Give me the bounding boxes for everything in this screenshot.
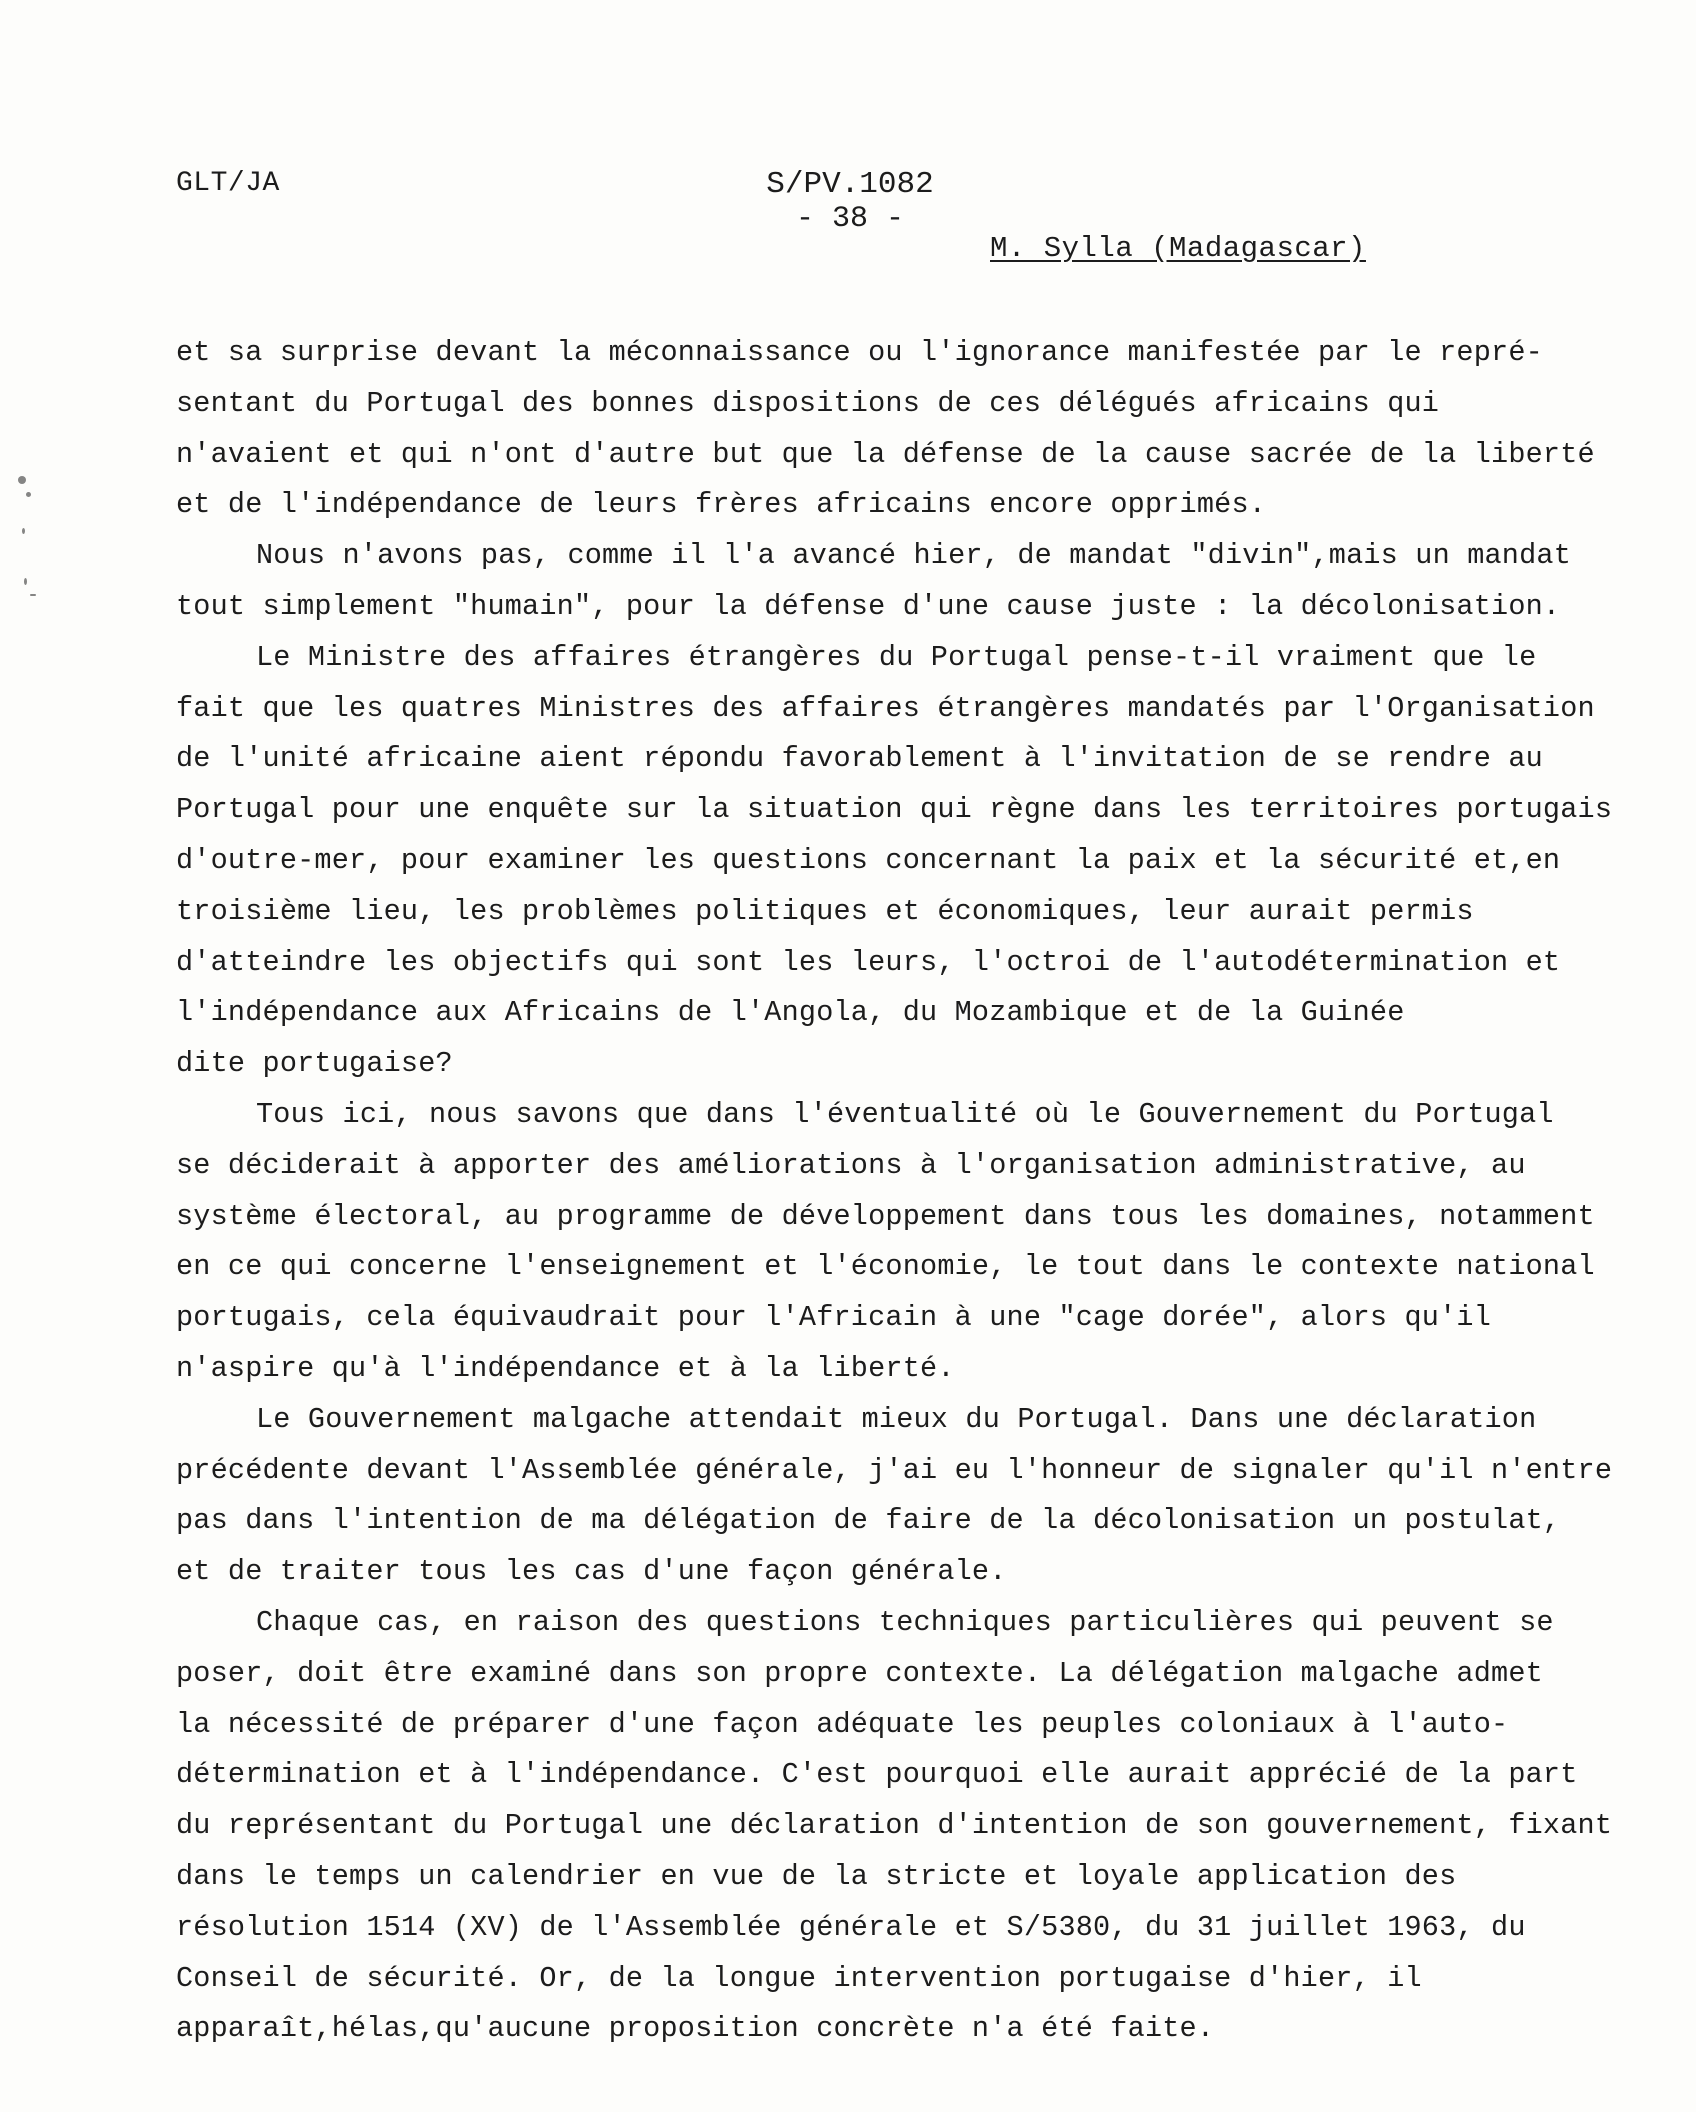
- text-line: système électoral, au programme de développement dans tous les domaines, notamment: [176, 1199, 1595, 1233]
- text-line: tout simplement "humain", pour la défense d'une cause juste : la décolonisation.: [176, 589, 1561, 623]
- scan-speck: [24, 578, 27, 585]
- text-line: en ce qui concerne l'enseignement et l'économie, le tout dans le contexte national: [176, 1250, 1595, 1284]
- document-header-center: [700, 168, 1000, 236]
- text-line: sentant du Portugal des bonnes dispositions de ces délégués africains qui: [176, 386, 1440, 420]
- text-line: de l'unité africaine aient répondu favorablement à l'invitation de se rendre au: [176, 742, 1543, 776]
- text-line: et de l'indépendance de leurs frères africains encore opprimés.: [176, 488, 1267, 522]
- scan-speck: [18, 476, 26, 484]
- text-line: Portugal pour une enquête sur la situation qui règne dans les territoires portugais: [176, 793, 1613, 827]
- text-line: Le Ministre des affaires étrangères du Portugal pense-t-il vraiment que le: [256, 640, 1537, 674]
- text-line: fait que les quatres Ministres des affaires étrangères mandatés par l'Organisation: [176, 691, 1595, 725]
- text-line: dite portugaise?: [176, 1047, 453, 1081]
- scan-speck: [26, 492, 31, 497]
- text-line: se déciderait à apporter des améliorations à l'organisation administrative, au: [176, 1148, 1526, 1182]
- document-reference: GLT/JA: [176, 168, 280, 199]
- text-line: Conseil de sécurité. Or, de la longue intervention portugaise d'hier, il: [176, 1961, 1422, 1995]
- text-line: la nécessité de préparer d'une façon adéquate les peuples coloniaux à l'auto-: [176, 1707, 1509, 1741]
- scan-speck: [22, 528, 25, 534]
- text-line: dans le temps un calendrier en vue de la stricte et loyale application des: [176, 1859, 1457, 1893]
- text-line: Nous n'avons pas, comme il l'a avancé hier, de mandat "divin",mais un mandat: [256, 539, 1572, 573]
- text-line: portugais, cela équivaudrait pour l'Africain à une "cage dorée", alors qu'il: [176, 1301, 1492, 1335]
- document-body: [176, 328, 1613, 2055]
- page-number: - 38 -: [795, 202, 905, 236]
- text-line: résolution 1514 (XV) de l'Assemblée générale et S/5380, du 31 juillet 1963, du: [176, 1910, 1526, 1944]
- scan-speck: [30, 594, 36, 596]
- text-line: n'avaient et qui n'ont d'autre but que la défense de la cause sacrée de la liberté: [176, 437, 1595, 471]
- text-line: du représentant du Portugal une déclaration d'intention de son gouvernement, fixant: [176, 1809, 1613, 1843]
- text-line: détermination et à l'indépendance. C'est pourquoi elle aurait apprécié de la part: [176, 1758, 1578, 1792]
- text-line: Le Gouvernement malgache attendait mieux du Portugal. Dans une déclaration: [256, 1402, 1537, 1436]
- speaker-name: M. Sylla (Madagascar): [990, 232, 1366, 265]
- text-line: troisième lieu, les problèmes politiques et économiques, leur aurait permis: [176, 894, 1474, 928]
- text-line: et de traiter tous les cas d'une façon générale.: [176, 1555, 1007, 1589]
- text-line: pas dans l'intention de ma délégation de faire de la décolonisation un postulat,: [176, 1504, 1561, 1538]
- text-line: apparaît,hélas,qu'aucune proposition concrète n'a été faite.: [176, 2012, 1215, 2046]
- text-line: et sa surprise devant la méconnaissance ou l'ignorance manifestée par le repré-: [176, 336, 1543, 369]
- text-line: poser, doit être examiné dans son propre contexte. La délégation malgache admet: [176, 1656, 1543, 1690]
- text-line: précédente devant l'Assemblée générale, j'ai eu l'honneur de signaler qu'il n'entre: [176, 1453, 1613, 1487]
- text-line: Tous ici, nous savons que dans l'éventualité où le Gouvernement du Portugal: [256, 1097, 1554, 1131]
- text-line: n'aspire qu'à l'indépendance et à la liberté.: [176, 1351, 955, 1385]
- document-symbol: S/PV.1082: [766, 167, 934, 202]
- text-line: Chaque cas, en raison des questions techniques particulières qui peuvent se: [256, 1605, 1554, 1639]
- text-line: l'indépendance aux Africains de l'Angola, du Mozambique et de la Guinée: [176, 996, 1405, 1030]
- text-line: d'outre-mer, pour examiner les questions concernant la paix et la sécurité et,en: [176, 843, 1561, 877]
- text-line: d'atteindre les objectifs qui sont les leurs, l'octroi de l'autodétermination et: [176, 945, 1561, 979]
